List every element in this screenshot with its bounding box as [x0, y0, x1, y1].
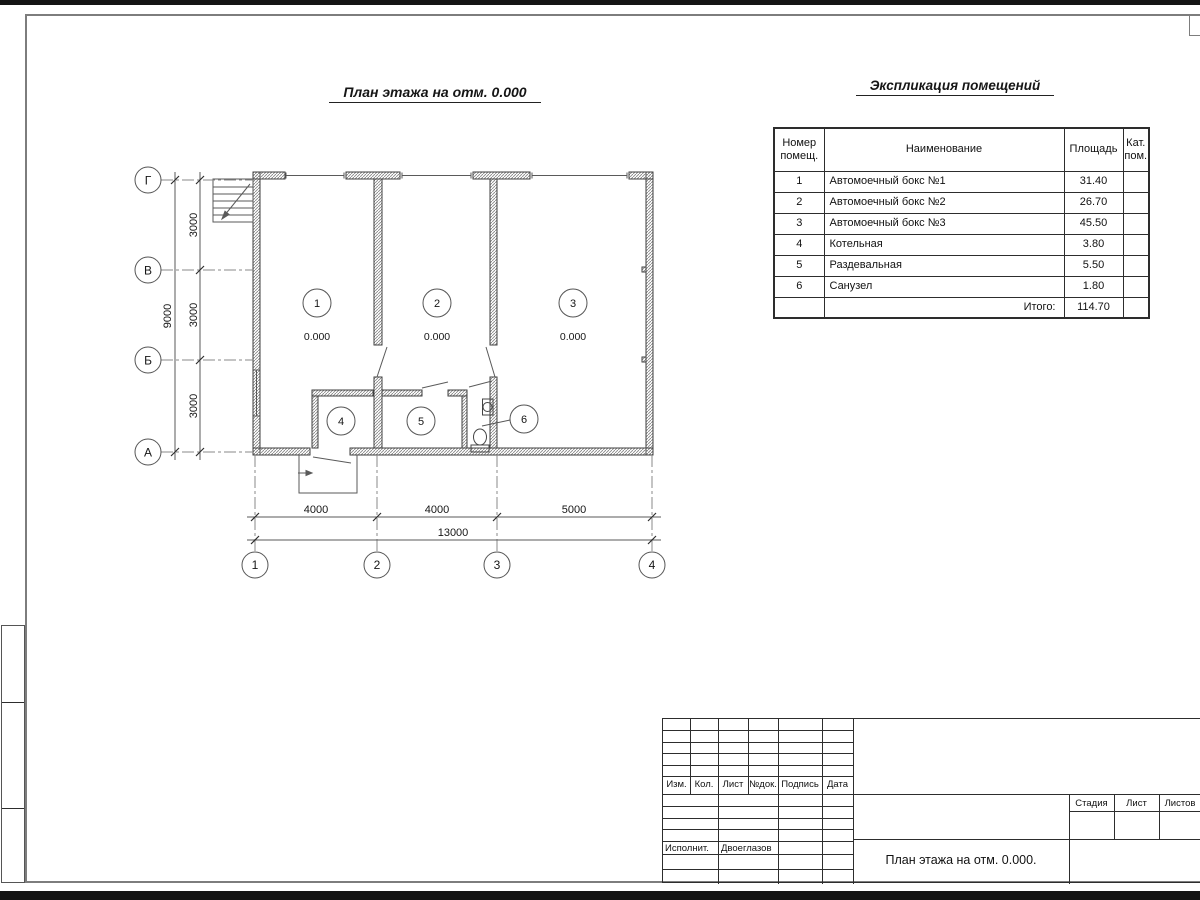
col-header-name: Наименование: [824, 128, 1064, 171]
room-area: 26.70: [1064, 192, 1123, 213]
dim-h-3: 5000: [561, 504, 587, 516]
room-name: Котельная: [824, 234, 1064, 255]
room-bubbles: [303, 289, 587, 435]
stamp-line: [663, 753, 853, 754]
col-header-area: Площадь: [1064, 128, 1123, 171]
sheets-label: Листов: [1164, 798, 1196, 809]
executor-label: Исполнит.: [665, 843, 709, 854]
stamp-line: [663, 730, 853, 731]
executor-name: Двоеглазов: [721, 843, 772, 854]
stamp-col-kol: Кол.: [694, 779, 714, 790]
axis-col-4: 4: [648, 558, 656, 572]
room-area: 45.50: [1064, 213, 1123, 234]
stamp-line: [663, 806, 853, 807]
room-bubble-3: 3: [569, 298, 577, 310]
room-bubble-1: 1: [313, 298, 321, 310]
stamp-line: [718, 719, 719, 884]
room-num: 5: [774, 255, 824, 276]
dim-v-1: 3000: [188, 212, 200, 238]
entrance-porch: [298, 455, 357, 493]
room-bubble-2: 2: [433, 298, 441, 310]
stamp-line: [822, 719, 823, 884]
dimension-ticks: [171, 176, 656, 544]
room-num: 6: [774, 276, 824, 297]
stair: [213, 179, 253, 222]
axis-col-3: 3: [493, 558, 501, 572]
stamp-line: [663, 818, 853, 819]
room-num: 4: [774, 234, 824, 255]
room-name: Автомоечный бокс №3: [824, 213, 1064, 234]
room-num: 2: [774, 192, 824, 213]
col-header-num: Номер помещ.: [774, 128, 824, 171]
elevation-marks: [304, 331, 586, 343]
room-name: Раздевальная: [824, 255, 1064, 276]
dim-h-2: 4000: [424, 504, 450, 516]
col-header-cat: Кат. пом.: [1123, 128, 1149, 171]
sheet-label: Лист: [1126, 798, 1147, 809]
axis-row-b: Б: [144, 353, 152, 368]
elevation-room3: 0.000: [559, 331, 587, 343]
room-name: Автомоечный бокс №1: [824, 171, 1064, 192]
dim-v-3: 3000: [188, 393, 200, 419]
explication-title: Экспликация помещений: [790, 78, 1120, 96]
stamp-line: [663, 776, 853, 777]
room-bubble-6: 6: [520, 414, 528, 426]
door-leaves: [313, 347, 495, 463]
stamp-line: [663, 794, 1200, 795]
total-label: Итого:: [824, 297, 1064, 318]
stamp-line: [778, 719, 779, 884]
axis-col-2: 2: [373, 558, 381, 572]
stamp-line: [663, 854, 853, 855]
room-name: Санузел: [824, 276, 1064, 297]
stamp-line: [663, 765, 853, 766]
axis-row-v: В: [143, 263, 153, 278]
doc-title: План этажа на отм. 0.000.: [885, 853, 1037, 867]
stage-label: Стадия: [1075, 798, 1108, 809]
stamp-line: [663, 841, 853, 842]
dim-h-1: 4000: [303, 504, 329, 516]
room-num: 3: [774, 213, 824, 234]
room-bubble-4: 4: [337, 416, 345, 428]
stamp-line: [663, 742, 853, 743]
dimension-lines: [175, 172, 661, 540]
room-num: 1: [774, 171, 824, 192]
room-area: 31.40: [1064, 171, 1123, 192]
dim-v-2: 3000: [188, 302, 200, 328]
axis-row-g: Г: [144, 173, 152, 188]
stamp-line: [663, 829, 853, 830]
axis-lines: [161, 180, 652, 552]
elevation-room2: 0.000: [423, 331, 451, 343]
toilet-icon: [474, 429, 487, 445]
stamp-line: [663, 869, 853, 870]
room-bubble-5: 5: [417, 416, 425, 428]
total-area: 114.70: [1064, 297, 1123, 318]
axis-row-a: А: [143, 445, 153, 460]
room-numbers: [314, 298, 576, 428]
axis-bubbles: [135, 167, 665, 578]
axis-col-1: 1: [251, 558, 259, 572]
room-area: 5.50: [1064, 255, 1123, 276]
stamp-col-list: Лист: [722, 779, 744, 790]
dim-v-total: 9000: [162, 303, 174, 329]
stamp-col-ndok: №док.: [749, 779, 777, 790]
title-block: [662, 718, 1200, 883]
elevation-room1: 0.000: [303, 331, 331, 343]
dim-h-total: 13000: [437, 527, 469, 539]
plan-title: План этажа на отм. 0.000: [260, 84, 610, 103]
stamp-col-data: Дата: [826, 779, 849, 790]
room-area: 3.80: [1064, 234, 1123, 255]
room-area: 1.80: [1064, 276, 1123, 297]
room-name: Автомоечный бокс №2: [824, 192, 1064, 213]
stamp-col-izm: Изм.: [666, 779, 687, 790]
stamp-col-podpis: Подпись: [781, 779, 819, 790]
stamp-line: [853, 839, 1200, 840]
stamp-line: [1069, 811, 1200, 812]
